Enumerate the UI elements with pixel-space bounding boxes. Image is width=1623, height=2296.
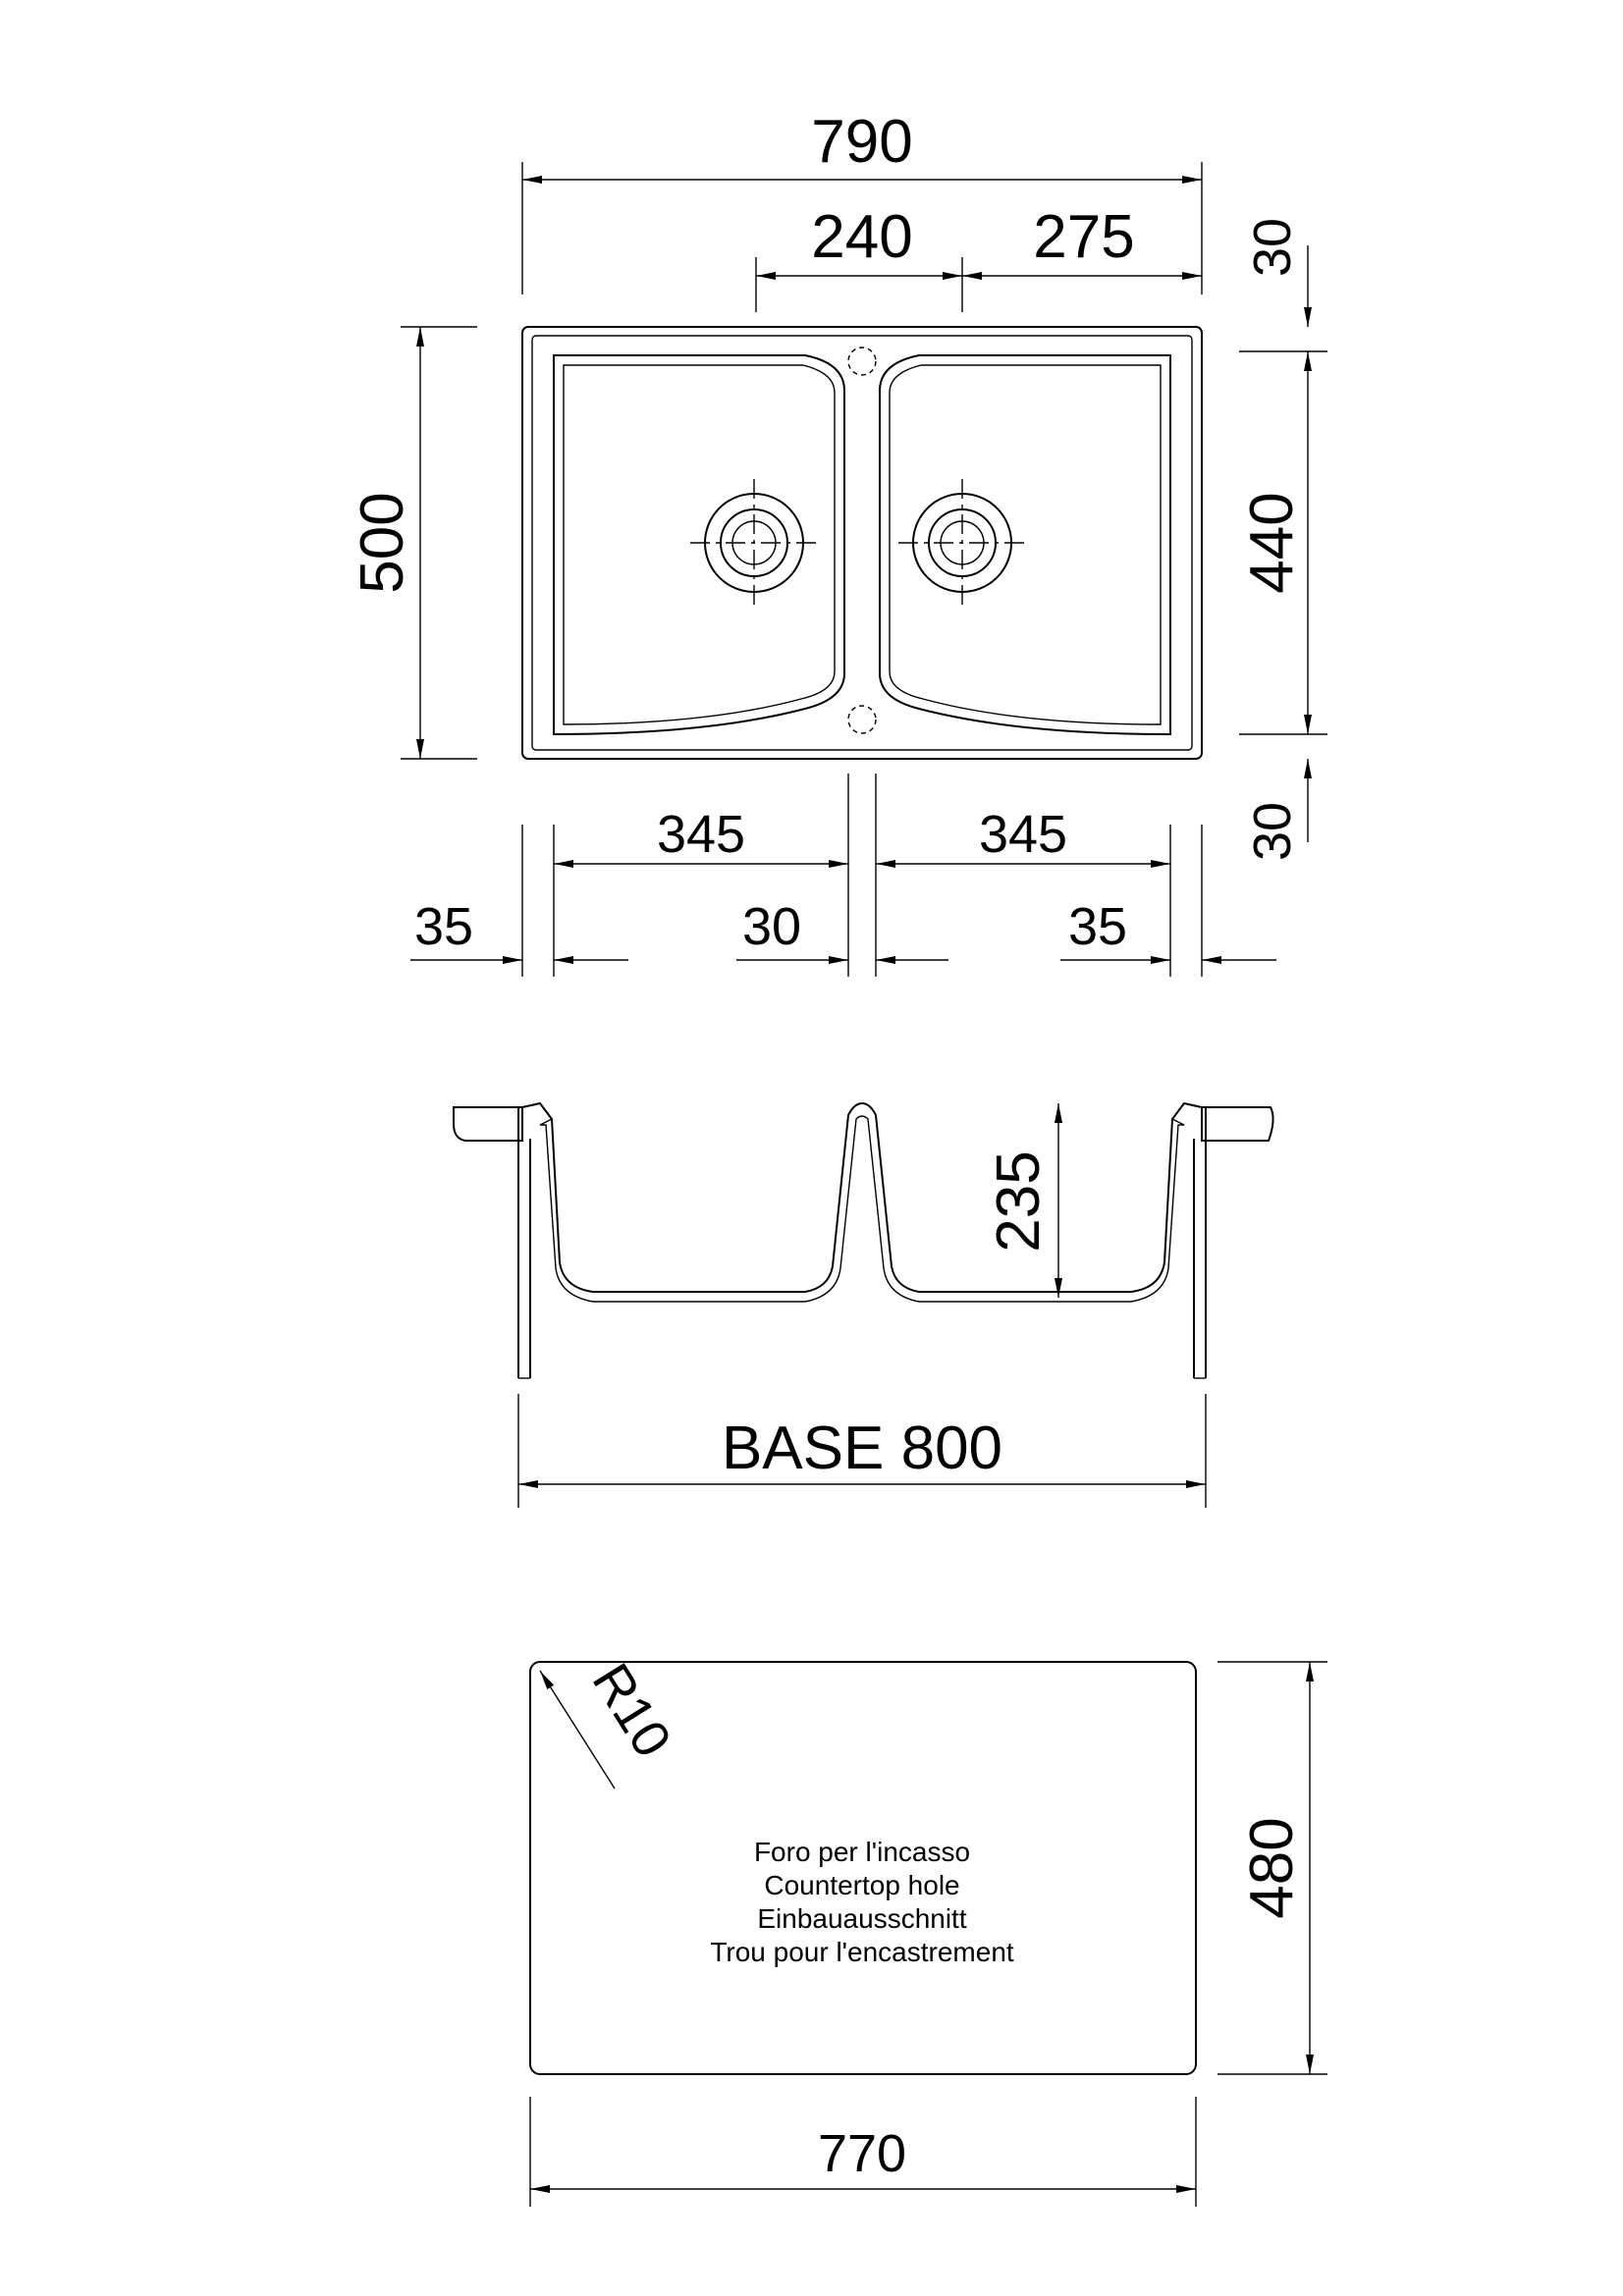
dim-inner-depth: 440: [1238, 492, 1306, 594]
left-bowl-inner: [564, 365, 835, 724]
dim-cutout-width: 770: [817, 2124, 907, 2183]
overflow-hole-icon: [848, 706, 876, 733]
top-view: [349, 108, 1327, 977]
tap-hole-icon: [848, 347, 876, 375]
note-line-de: Einbauausschnitt: [757, 1903, 967, 1934]
left-bowl-outline: [554, 355, 844, 734]
right-drain-icon: [898, 479, 1026, 607]
dim-bowl-right: 345: [978, 805, 1068, 864]
right-bowl-outline: [880, 355, 1170, 734]
sink-section-inner: [540, 1116, 1184, 1302]
dim-tap-offset: 240: [811, 203, 913, 271]
note-line-fr: Trou pour l'encastrement: [710, 1937, 1014, 1967]
cutout-view: [530, 1654, 1327, 2207]
note-line-en: Countertop hole: [764, 1870, 960, 1900]
section-view: [454, 1103, 1273, 1508]
dim-overall-depth: 500: [349, 492, 416, 594]
left-drain-icon: [690, 479, 818, 607]
sink-inner-rim: [532, 336, 1192, 750]
dim-edge-left: 35: [413, 897, 474, 956]
dim-divider: 30: [741, 897, 802, 956]
dim-edge-right: 35: [1067, 897, 1128, 956]
dim-overall-width: 790: [811, 108, 913, 176]
corner-radius-label: R10: [580, 1653, 682, 1768]
dim-right-offset: 275: [1033, 203, 1135, 271]
dim-bowl-depth: 235: [985, 1150, 1053, 1253]
right-bowl-inner: [890, 365, 1161, 724]
dim-rim-top: 30: [1243, 217, 1302, 278]
dim-cutout-height: 480: [1238, 1817, 1306, 1919]
sink-outer-rim: [522, 327, 1202, 759]
note-line-it: Foro per l'incasso: [753, 1837, 971, 1867]
base-label: BASE 800: [721, 1415, 1003, 1482]
dim-bowl-left: 345: [656, 805, 746, 864]
sink-section-profile: [522, 1103, 1202, 1292]
dim-rim-bottom: 30: [1243, 801, 1302, 862]
